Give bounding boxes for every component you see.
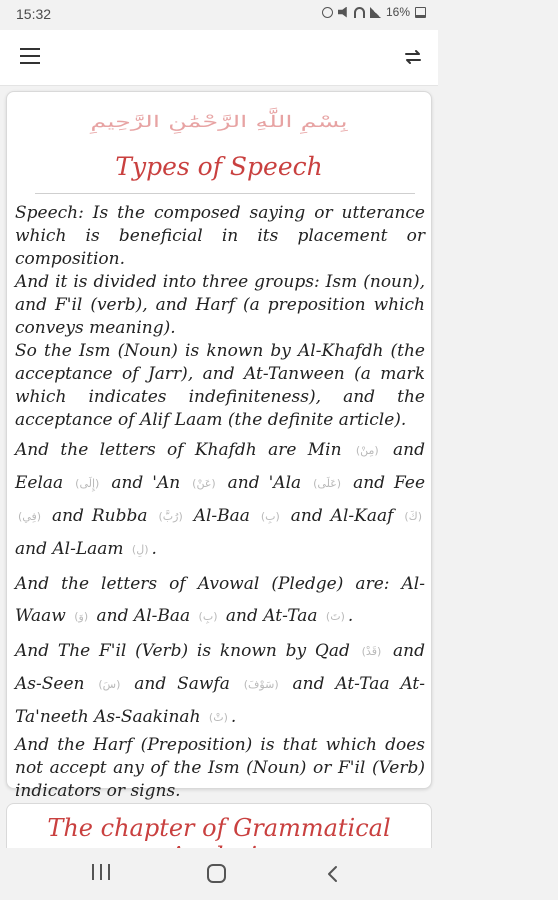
text-segment: And The F'il (Verb) is known by Qad xyxy=(15,641,359,661)
arabic-word: (سَوْفَ) xyxy=(243,678,279,691)
text-segment: and Eelaa xyxy=(15,440,425,493)
status-bar xyxy=(0,0,438,30)
status-time: 15:32 xyxy=(16,6,52,22)
paragraph-groups: And it is divided into three groups: Ism (noun), and F'il (verb), and Harf (a preposition which conveys meaning). xyxy=(15,272,425,338)
arabic-word: (بِ) xyxy=(198,610,218,623)
text-segment: and Rubba xyxy=(44,506,156,526)
arabic-word: (إِلَى) xyxy=(75,477,100,490)
mute-icon xyxy=(338,7,349,18)
title-divider xyxy=(35,193,415,194)
content-scroll[interactable] xyxy=(0,87,438,847)
text-segment: And the letters of Khafdh are Min xyxy=(15,440,353,460)
battery-icon xyxy=(415,7,426,18)
paragraph-fil-signs xyxy=(15,635,425,734)
recent-apps-icon[interactable] xyxy=(92,864,110,884)
arabic-word: (تْ) xyxy=(208,711,228,724)
app-bar xyxy=(0,30,438,86)
text-segment: . xyxy=(151,539,157,559)
arabic-word: (عَلَى) xyxy=(313,477,342,490)
battery-percent: 16% xyxy=(385,5,410,19)
menu-icon[interactable] xyxy=(20,48,40,64)
arabic-word: (بِ) xyxy=(260,510,280,523)
text-segment: . xyxy=(347,606,354,626)
arabic-word: (مِنْ) xyxy=(355,444,379,457)
status-icons xyxy=(322,5,426,19)
arabic-word: (وَ) xyxy=(74,610,89,623)
next-chapter-title: The chapter of Grammatical xyxy=(47,814,391,842)
lesson-title: Types of Speech xyxy=(115,152,323,181)
arabic-word: (كَ) xyxy=(404,510,422,523)
text-segment: and Al-Laam xyxy=(15,539,129,559)
arabic-word: (عَنْ) xyxy=(192,477,216,490)
lesson-body xyxy=(15,202,425,803)
arabic-word: (فِي) xyxy=(18,510,42,523)
system-nav-bar xyxy=(0,848,438,900)
arabic-word: (رُبَّ) xyxy=(158,510,183,523)
swap-arrows-icon[interactable] xyxy=(402,46,424,68)
text-segment: and At-Taa At-Ta'neeth As-Saakinah xyxy=(15,674,425,727)
arabic-word: (لِ) xyxy=(131,543,149,556)
paragraph-definition: Speech: Is the composed saying or utterance which is beneficial in its placement or composition. xyxy=(15,203,425,269)
paragraph-ism: So the Ism (Noun) is known by Al-Khafdh (the acceptance of Jarr), and At-Tanween (a mark which indicates indefiniteness), and the acceptance of Alif Laam (the definite article). xyxy=(15,341,425,430)
home-icon[interactable] xyxy=(207,864,226,883)
text-segment: and Fee xyxy=(344,473,426,493)
paragraph-khafdh-letters xyxy=(15,434,425,566)
text-segment: and Sawfa xyxy=(123,674,241,694)
arabic-word: (سَ) xyxy=(98,678,121,691)
text-segment: and As-Seen xyxy=(15,641,426,694)
text-segment: Al-Baa xyxy=(185,506,258,526)
text-segment: and Al-Baa xyxy=(91,606,196,626)
paragraph-harf: And the Harf (Preposition) is that which does not accept any of the Ism (Noun) or F'il (Verb) indicators or signs. xyxy=(15,735,425,801)
arabic-word: (قَدْ) xyxy=(361,645,382,658)
text-segment: and 'An xyxy=(102,473,190,493)
signal-icon xyxy=(370,7,381,18)
text-segment: and Al-Kaaf xyxy=(282,506,402,526)
text-segment: and At-Taa xyxy=(220,606,323,626)
arabic-word: (تَ) xyxy=(325,610,345,623)
back-icon[interactable] xyxy=(322,864,344,884)
alarm-icon xyxy=(322,7,333,18)
text-segment: and 'Ala xyxy=(218,473,311,493)
lesson-card xyxy=(6,91,432,801)
wifi-icon xyxy=(354,7,365,18)
paragraph-avowal-letters xyxy=(15,568,425,633)
text-segment: And the letters of Avowal (Pledge) are: Al-Waaw xyxy=(15,574,425,626)
bismillah-calligraphy: بِسْمِ اللَّهِ الرَّحْمَٰنِ الرَّحِيمِ xyxy=(90,112,348,131)
text-segment: . xyxy=(230,707,237,727)
